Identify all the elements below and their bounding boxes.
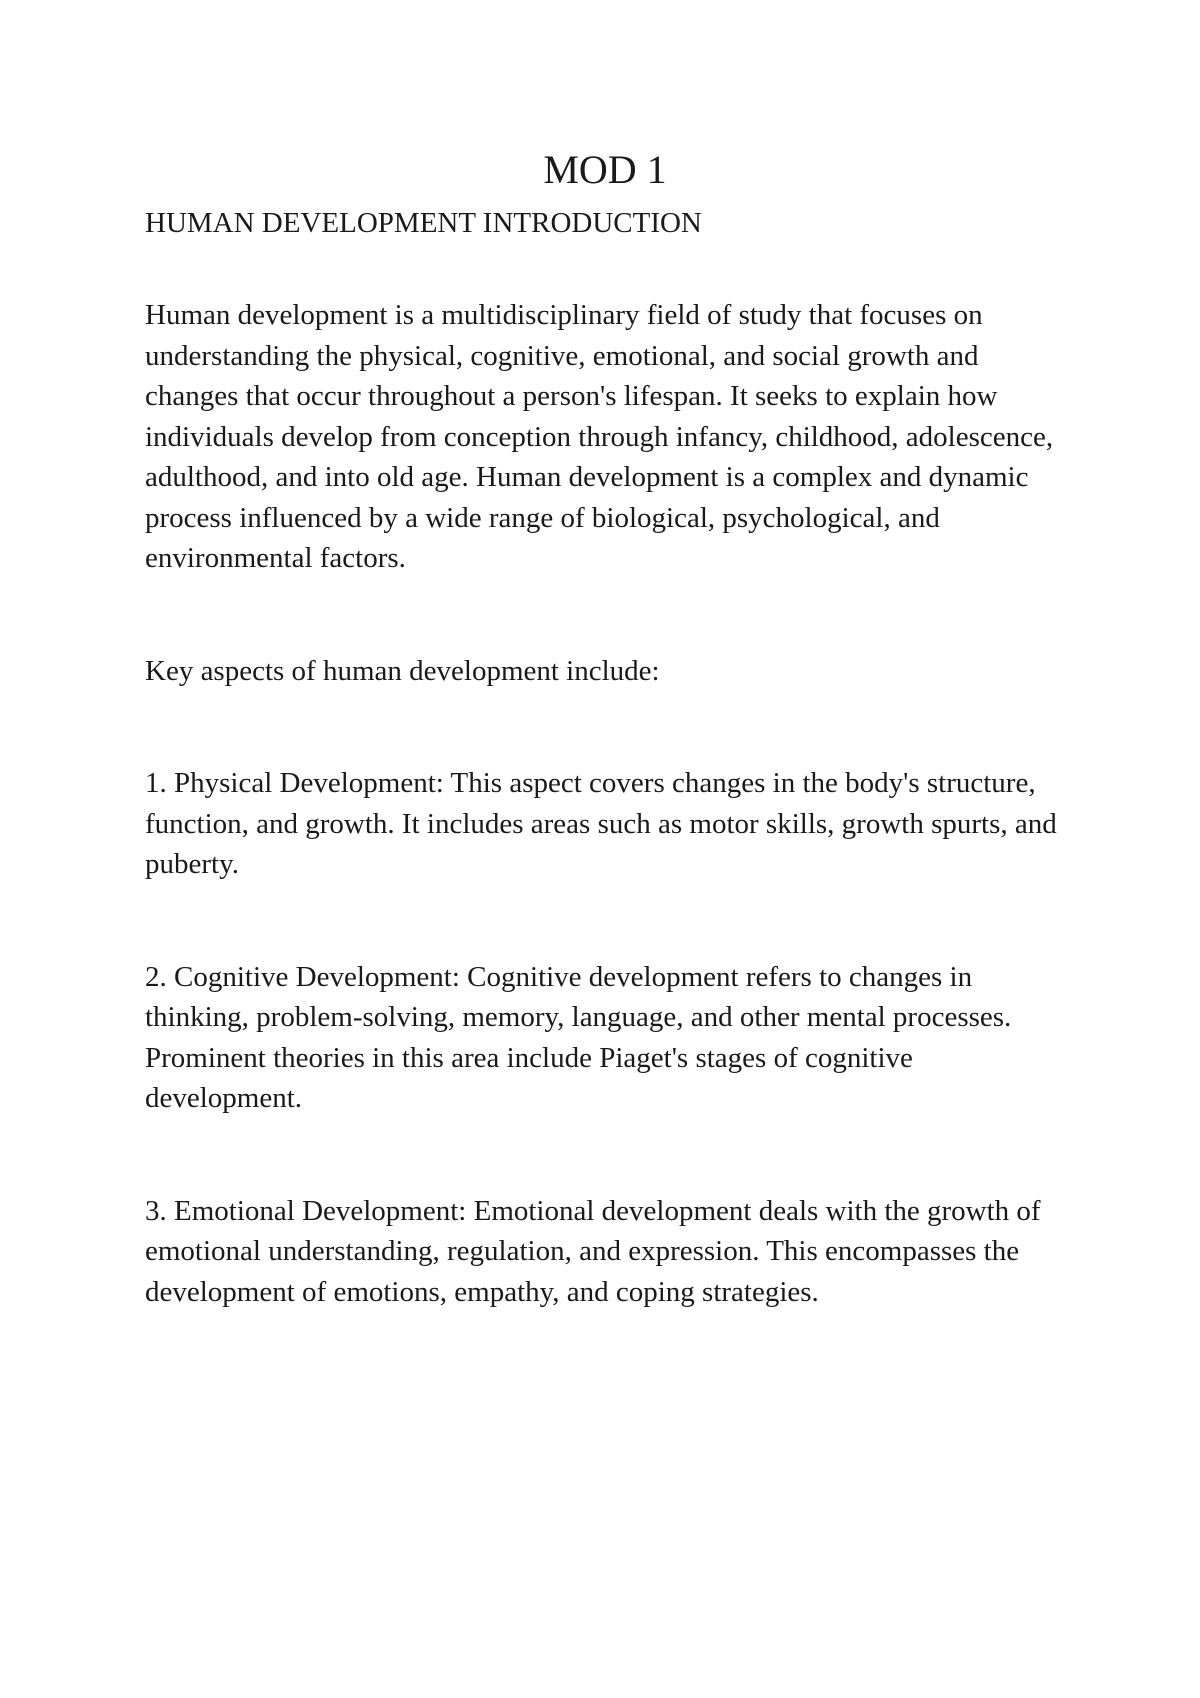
list-item-physical: 1. Physical Development: This aspect covers changes in the body's structure, function, and growth. It includes areas such as motor skills, growth spurts, and puberty. [145,767,1057,880]
list-item-emotional: 3. Emotional Development: Emotional development deals with the growth of emotional understanding, regulation, and expression. This encompasses the development of emotions, empathy, and coping strategies. [145,1194,1041,1308]
intro-paragraph: Human development is a multidisciplinary field of study that focuses on understanding the physical, cognitive, emotional, and social growth and changes that occur throughout a person's lifespan. It seeks to explain how individuals develop from conception through infancy, childhood, adolescence, adulthood, and into old age. Human development is a complex and dynamic process influenced by a wide range of biological, psychological, and environmental factors. [145,299,1054,574]
list-item-cognitive: 2. Cognitive Development: Cognitive development refers to changes in thinking, problem-solving, memory, language, and other mental processes. Prominent theories in this area include Piaget's stages of cognitive development. [145,960,1012,1114]
document-body [145,145,1065,1384]
document-title: MOD 1 [543,147,667,192]
key-aspects-lead: Key aspects of human development include: [145,654,660,687]
section-heading: HUMAN DEVELOPMENT INTRODUCTION [145,207,702,239]
